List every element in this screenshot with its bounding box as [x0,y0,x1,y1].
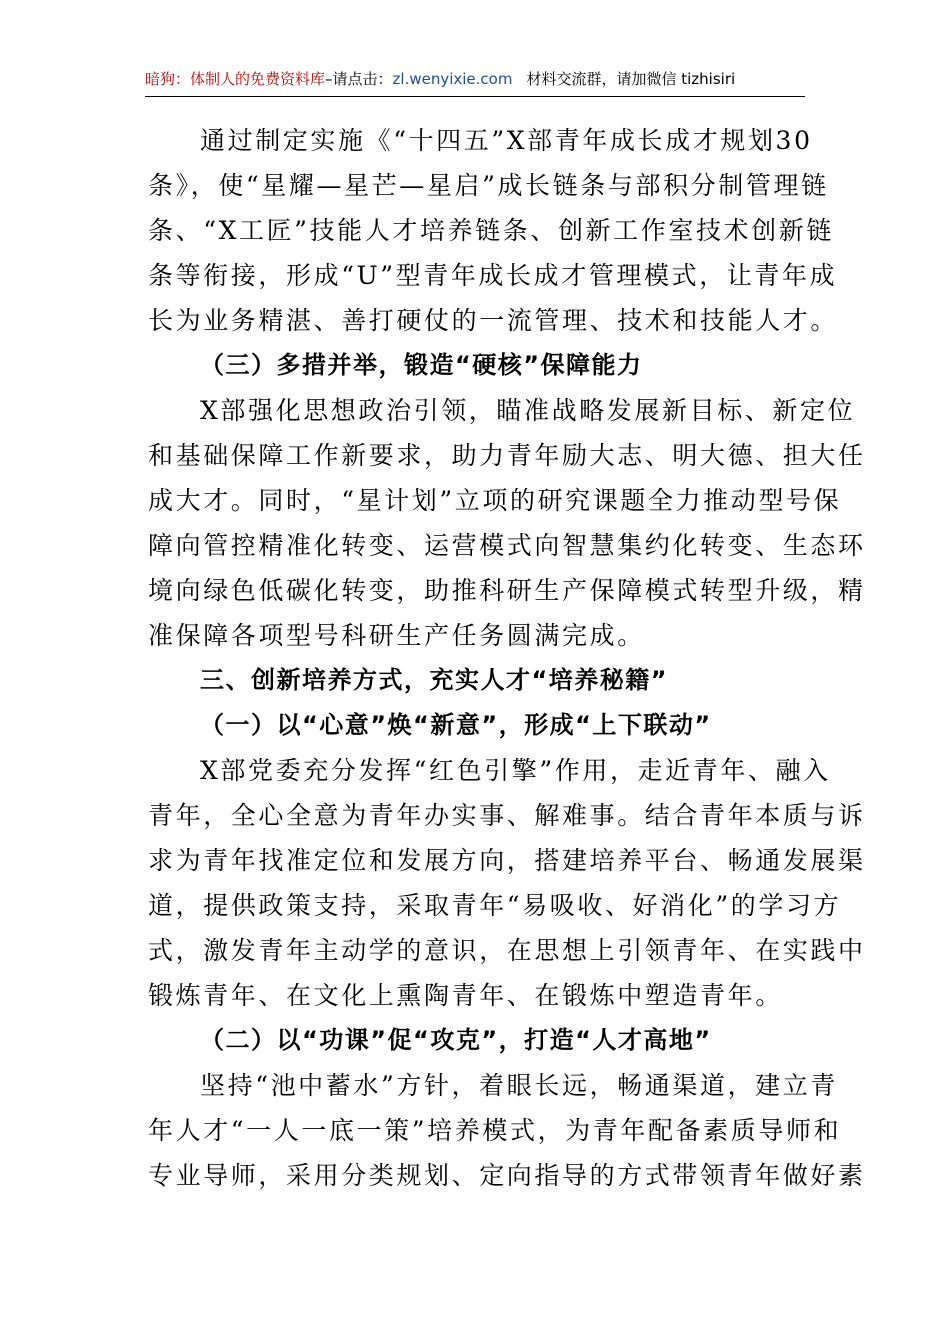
body-text-line: 式，激发青年主动学的意识，在思想上引领青年、在实践中 [148,936,866,965]
header-contact-text: 材料交流群，请加微信 tizhisiri [526,70,736,88]
body-text-line: X部强化思想政治引领，瞄准战略发展新目标、新定位 [200,396,856,425]
header-site-name[interactable]: 暗狗：体制人的免费资料库 [145,70,326,88]
document-body [148,118,866,1198]
body-text-line: 条》，使“星耀—星芒—星启”成长链条与部积分制管理链 [148,171,829,200]
section-heading: 三、创新培养方式，充实人才“培养秘籍” [200,666,669,694]
body-text-line: 条等衔接，形成“U”型青年成长成才管理模式，让青年成 [148,261,838,290]
header-url-link[interactable]: zl.wenyixie.com [392,70,513,88]
body-text-line: 专业导师，采用分类规划、定向指导的方式带领青年做好素 [148,1161,866,1190]
header-click-prompt: –请点击： [325,70,393,88]
body-text-line: 锻炼青年、在文化上熏陶青年、在锻炼中塑造青年。 [148,981,783,1010]
page-header [145,62,805,97]
body-text-line: 和基础保障工作新要求，助力青年励大志、明大德、担大任 [148,441,866,470]
body-text-line: X部党委充分发挥“红色引擎”作用，走近青年、融入 [200,756,831,785]
body-text-line: 障向管控精准化转变、运营模式向智慧集约化转变、生态环 [148,531,866,560]
body-text-line: 条、“X工匠”技能人才培养链条、创新工作室技术创新链 [148,216,834,245]
body-text-line: 道，提供政策支持，采取青年“易吸收、好消化”的学习方 [148,891,842,920]
body-text-line: 成大才。同时，“星计划”立项的研究课题全力推动型号保 [148,486,842,515]
body-text-line: 青年，全心全意为青年办实事、解难事。结合青年本质与诉 [148,801,866,830]
body-text-line: 坚持“池中蓄水”方针，着眼长远，畅通渠道，建立青 [200,1071,838,1100]
section-heading: （三）多措并举，锻造“硬核”保障能力 [200,351,643,379]
body-text-line: 通过制定实施《“十四五”X部青年成长成才规划30 [200,126,813,155]
body-text-line: 年人才“一人一底一策”培养模式，为青年配备素质导师和 [148,1116,842,1145]
body-text-line: 准保障各项型号科研生产任务圆满完成。 [148,621,645,650]
section-heading: （一）以“心意”焕“新意”，形成“上下联动” [200,711,712,739]
section-heading: （二）以“功课”促“攻克”，打造“人才高地” [200,1026,712,1054]
body-text-line: 长为业务精湛、善打硬仗的一流管理、技术和技能人才。 [148,306,839,335]
body-text-line: 求为青年找准定位和发展方向，搭建培养平台、畅通发展渠 [148,846,866,875]
body-text-line: 境向绿色低碳化转变，助推科研生产保障模式转型升级，精 [148,576,866,605]
